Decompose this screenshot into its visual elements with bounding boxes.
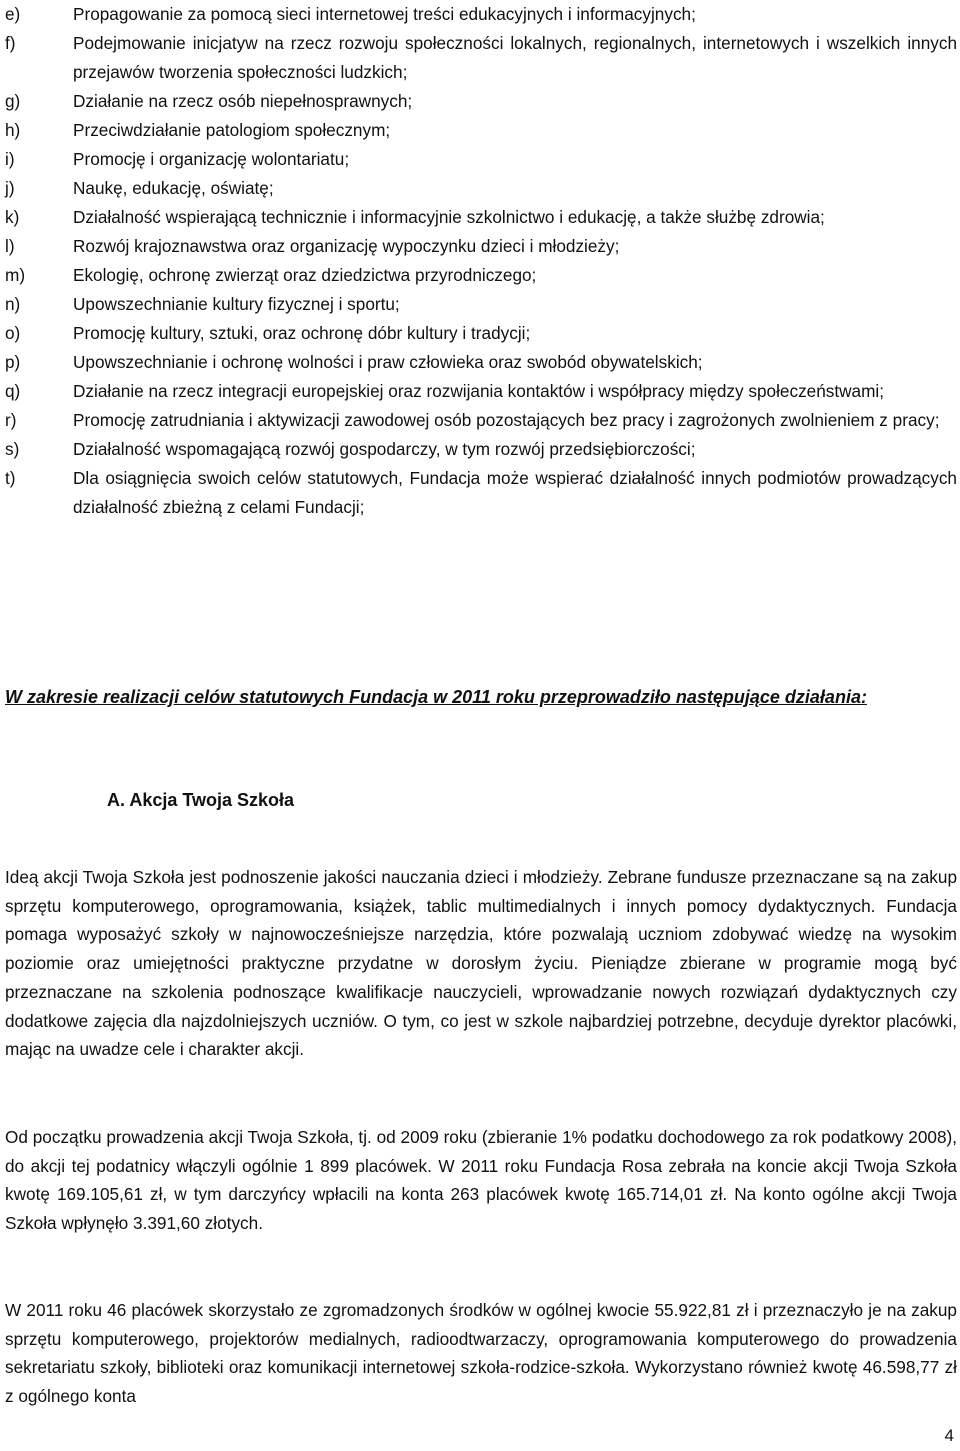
list-item	[5, 377, 957, 406]
list-item	[5, 232, 957, 261]
list-item	[5, 174, 957, 203]
list-item-label: t)	[5, 468, 16, 488]
list-item	[5, 290, 957, 319]
list-item-text: Działalność wspierającą technicznie i informacyjnie szkolnictwo i edukację, a także służbę zdrowia;	[73, 207, 825, 227]
list-item	[5, 464, 957, 522]
section-heading: W zakresie realizacji celów statutowych Fundacja w 2011 roku przeprowadziło następujące działania:	[5, 687, 867, 707]
list-item-text: Propagowanie za pomocą sieci internetowej treści edukacyjnych i informacyjnych;	[73, 4, 696, 24]
list-item-text: Rozwój krajoznawstwa oraz organizację wypoczynku dzieci i młodzieży;	[73, 236, 620, 256]
list-item-text: Naukę, edukację, oświatę;	[73, 178, 274, 198]
statutory-goals-list	[5, 0, 957, 522]
paragraph: W 2011 roku 46 placówek skorzystało ze zgromadzonych środków w ogólnej kwocie 55.922,81 zł i przeznaczyło je na zakup sprzętu komputerowego, projektorów medialnych, radioodtwarzaczy, oprogramowania komputerowego do prowadzenia sekretariatu szkoły, biblioteki oraz komunikacji internetowej szkoła-rodzice-szkoła. Wykorzystano również kwotę 46.598,77 zł z ogólnego konta	[5, 1300, 957, 1407]
list-item-text: Promocję i organizację wolontariatu;	[73, 149, 350, 169]
list-item	[5, 435, 957, 464]
list-item	[5, 0, 957, 29]
list-item-label: o)	[5, 323, 21, 343]
list-item-text: Ekologię, ochronę zwierząt oraz dziedzictwa przyrodniczego;	[73, 265, 537, 285]
list-item	[5, 145, 957, 174]
list-item-text: Działanie na rzecz osób niepełnosprawnych;	[73, 91, 413, 111]
list-item	[5, 116, 957, 145]
list-item-text: Promocję zatrudniania i aktywizacji zawodowej osób pozostających bez pracy i zagrożonych zwolnieniem z pracy;	[73, 410, 940, 430]
list-item-text: Dla osiągnięcia swoich celów statutowych, Fundacja może wspierać działalność innych podmiotów prowadzących działalność zbieżną z celami Fundacji;	[73, 468, 957, 517]
list-item-label: q)	[5, 381, 21, 401]
list-item-label: m)	[5, 265, 26, 285]
page-number: 4	[944, 1426, 954, 1445]
paragraph: Od początku prowadzenia akcji Twoja Szkoła, tj. od 2009 roku (zbieranie 1% podatku dochodowego za rok podatkowy 2008), do akcji tej podatnicy włączyli ogólnie 1 899 placówek. W 2011 roku Fundacja Rosa zebrała na koncie akcji Twoja Szkoła kwotę 169.105,61 zł, w tym darczyńcy wpłacili na konta 263 placówek kwotę 165.714,01 zł. Na konto ogólne akcji Twoja Szkoła wpłynęło 3.391,60 złotych.	[5, 1127, 957, 1234]
list-item-label: f)	[5, 33, 16, 53]
list-item-label: n)	[5, 294, 21, 314]
list-item-label: l)	[5, 236, 15, 256]
list-item-text: Działalność wspomagającą rozwój gospodarczy, w tym rozwój przedsiębiorczości;	[73, 439, 696, 459]
list-item-label: r)	[5, 410, 17, 430]
list-item	[5, 406, 957, 435]
list-item-label: e)	[5, 4, 21, 24]
subsection-title: A. Akcja Twoja Szkoła	[107, 790, 295, 810]
list-item-label: j)	[5, 178, 15, 198]
list-item-label: i)	[5, 149, 15, 169]
list-item-label: g)	[5, 91, 21, 111]
paragraph: Ideą akcji Twoja Szkoła jest podnoszenie jakości nauczania dzieci i młodzieży. Zebrane fundusze przeznaczane są na zakup sprzętu komputerowego, oprogramowania, książek, tablic multimedialnych i innych pomocy dydaktycznych. Fundacja pomaga wyposażyć szkoły w najnowocześniejsze narzędzia, które pozwalają uczniom zdobywać wiedzę na wysokim poziomie oraz umiejętności praktyczne przydatne w dorosłym życiu. Pieniądze zbierane w programie mogą być przeznaczane na szkolenia podnoszące kwalifikacje nauczycieli, wprowadzanie nowych rozwiązań dydaktycznych czy dodatkowe zajęcia dla najzdolniejszych uczniów. O tym, co jest w szkole najbardziej potrzebne, decyduje dyrektor placówki, mając na uwadze cele i charakter akcji.	[5, 867, 957, 1060]
list-item	[5, 261, 957, 290]
list-item	[5, 203, 957, 232]
list-item-label: s)	[5, 439, 20, 459]
list-item-text: Upowszechnianie kultury fizycznej i sportu;	[73, 294, 400, 314]
list-item-text: Upowszechnianie i ochronę wolności i praw człowieka oraz swobód obywatelskich;	[73, 352, 703, 372]
list-item-text: Działanie na rzecz integracji europejskiej oraz rozwijania kontaktów i współpracy między społeczeństwami;	[73, 381, 885, 401]
list-item-label: h)	[5, 120, 21, 140]
list-item	[5, 29, 957, 87]
list-item-text: Podejmowanie inicjatyw na rzecz rozwoju społeczności lokalnych, regionalnych, internetowych i wszelkich innych przejawów tworzenia społeczności ludzkich;	[73, 33, 957, 82]
list-item	[5, 87, 957, 116]
list-item-label: p)	[5, 352, 21, 372]
list-item-label: k)	[5, 207, 20, 227]
list-item	[5, 348, 957, 377]
list-item-text: Przeciwdziałanie patologiom społecznym;	[73, 120, 391, 140]
list-item-text: Promocję kultury, sztuki, oraz ochronę dóbr kultury i tradycji;	[73, 323, 531, 343]
list-item	[5, 319, 957, 348]
